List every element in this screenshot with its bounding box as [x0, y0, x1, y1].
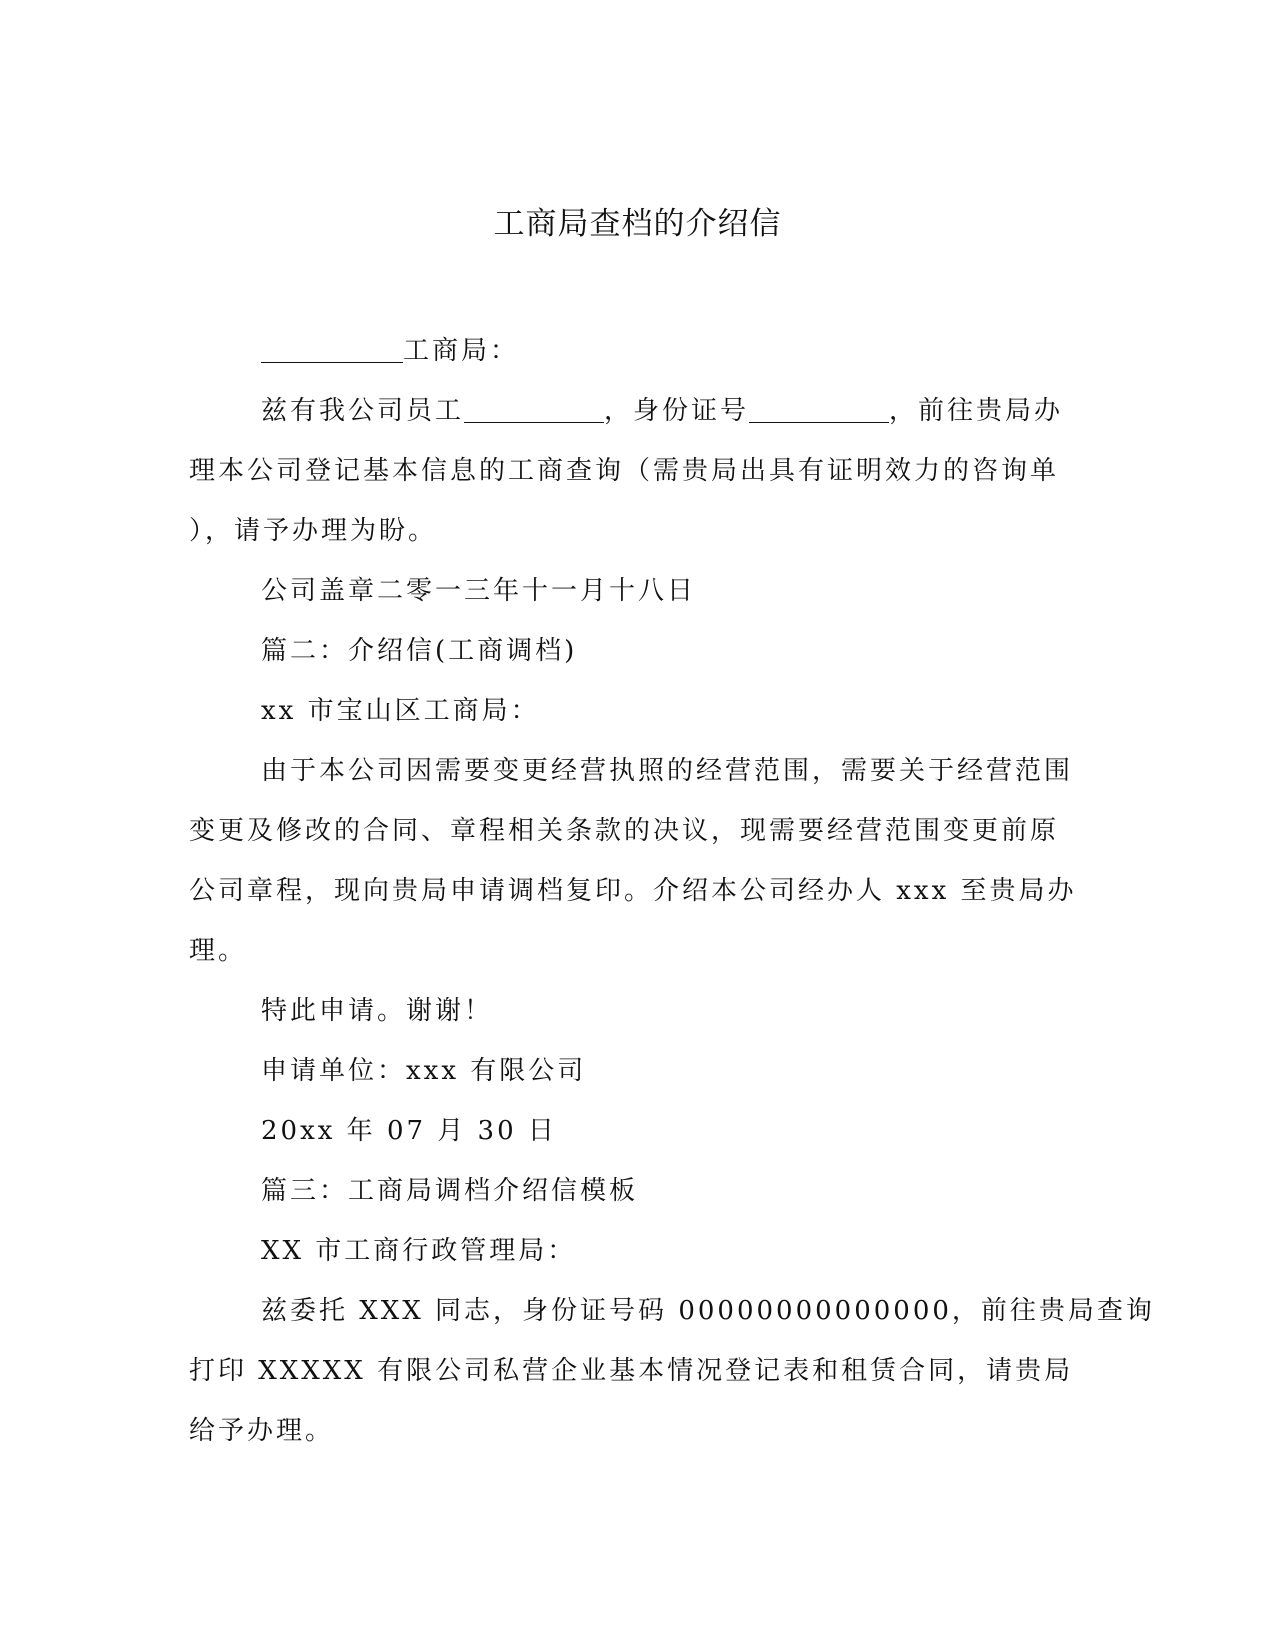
- letter1-line-3: ），请予办理为盼。: [189, 516, 438, 546]
- blank-line: [261, 332, 403, 363]
- letter1-salutation: [189, 321, 1071, 381]
- letter2-line-1: 由于本公司因需要变更经营执照的经营范围，需要关于经营范围: [261, 756, 1074, 786]
- letter2-heading: 篇二：介绍信(工商调档): [261, 636, 578, 666]
- letter2-salutation: xx 市宝山区工商局：: [261, 696, 540, 726]
- letter3-line-2: 打印 XXXXX 有限公司私营企业基本情况登记表和租赁合同，请贵局: [189, 1356, 1074, 1386]
- letter1-text-c: ，前往贵局办: [889, 396, 1064, 426]
- letter2-applicant: 申请单位：xxx 有限公司: [261, 1056, 587, 1086]
- letter1-line-2: 理本公司登记基本信息的工商查询（需贵局出具有证明效力的咨询单: [189, 456, 1060, 486]
- letter1-text-b: ，身份证号: [604, 396, 750, 426]
- letter1-text-a: 兹有我公司员工: [261, 396, 465, 426]
- letter2-line-3: 公司章程，现向贵局申请调档复印。介绍本公司经办人 xxx 至贵局办: [189, 876, 1077, 906]
- letter3-line-3: 给予办理。: [189, 1416, 335, 1446]
- document-body: [189, 321, 1155, 1461]
- salutation-text: 工商局：: [403, 336, 520, 366]
- letter3-salutation: XX 市工商行政管理局：: [261, 1236, 577, 1266]
- letter2-line-4: 理。: [189, 936, 248, 966]
- letter2-line-2: 变更及修改的合同、章程相关条款的决议，现需要经营范围变更前原: [189, 816, 1060, 846]
- document-title: 工商局查档的介绍信: [493, 206, 782, 242]
- letter1-signature-date: 公司盖章二零一三年十一月十八日: [261, 576, 697, 606]
- blank-line: [464, 392, 604, 423]
- letter1-line-1: [189, 381, 1071, 441]
- letter2-closing: 特此申请。谢谢！: [261, 996, 494, 1026]
- blank-line: [749, 392, 889, 423]
- letter2-date: 20xx 年 07 月 30 日: [261, 1116, 557, 1146]
- letter3-line-1: 兹委托 XXX 同志，身份证号码 00000000000000，前往贵局查询: [261, 1296, 1155, 1326]
- letter3-heading: 篇三：工商局调档介绍信模板: [261, 1176, 639, 1206]
